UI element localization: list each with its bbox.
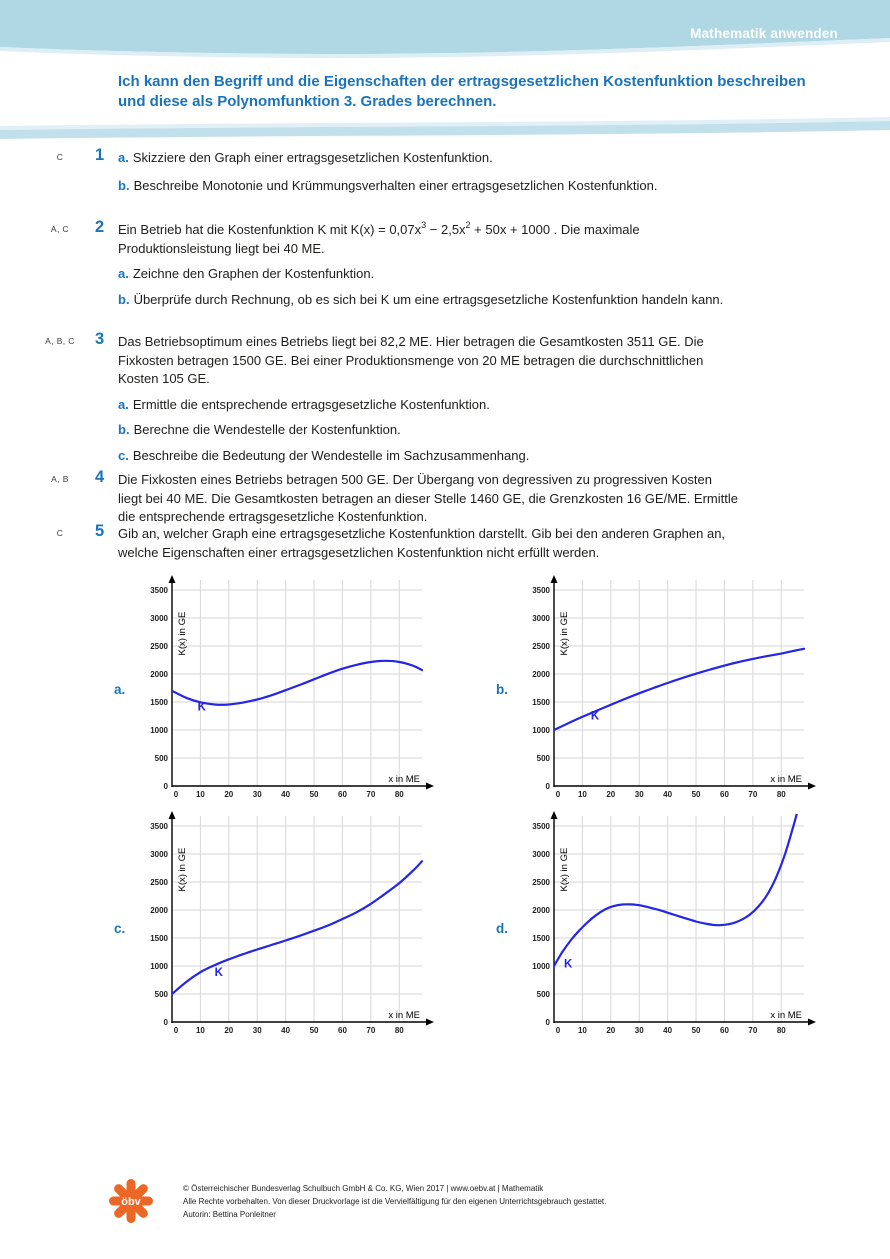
footer-line-copyright: © Österreichischer Bundesverlag Schulbuch GmbH & Co. KG, Wien 2017 | www.oebv.at | Mathematik [183, 1184, 544, 1193]
cost-function-chart-c [138, 810, 436, 1040]
formula-text: − 2,5x [426, 222, 466, 237]
footer-imprint [183, 1182, 606, 1222]
competency-tags: A, B, C [45, 336, 75, 346]
exercise-intro-line: die entsprechende ertragsgesetzliche Kostenfunktion. [118, 509, 428, 524]
formula-text: Ein Betrieb hat die Kostenfunktion K mit K(x) = 0,07x [118, 222, 422, 237]
svg-text:60: 60 [720, 790, 729, 799]
part-text: Zeichne den Graphen der Kostenfunktion. [132, 266, 375, 281]
svg-text:0: 0 [163, 1018, 168, 1027]
formula-text: + 50x + 1000 . Die maximale [470, 222, 640, 237]
part-text: Überprüfe durch Rechnung, ob es sich bei K um eine ertragsgesetzliche Kostenfunktion handeln kann. [133, 291, 724, 307]
svg-text:2500: 2500 [532, 878, 550, 887]
svg-text:0: 0 [555, 790, 561, 799]
exercise-intro-line: liegt bei 40 ME. Die Gesamtkosten betragen an dieser Stelle 1460 GE, die Grenzkosten 16 GE/ME. Ermittle [118, 490, 738, 506]
svg-text:x in ME: x in ME [388, 1010, 420, 1021]
part-text: Beschreibe die Bedeutung der Wendestelle im Sachzusammenhang. [132, 447, 530, 463]
exercise-intro-line [118, 221, 890, 240]
formula-exponent: 3 [421, 219, 427, 230]
svg-text:0: 0 [545, 782, 550, 791]
svg-text:0: 0 [545, 1018, 550, 1027]
exercise-intro-line: Kosten 105 GE. [118, 371, 210, 386]
cost-function-chart-b [520, 574, 818, 804]
svg-text:40: 40 [281, 1026, 291, 1035]
exercise-intro-line: Die Fixkosten eines Betriebs betragen 500 GE. Der Übergang von degressiven zu progressiven Kosten [118, 472, 712, 487]
competency-tags: A, B [51, 474, 69, 484]
svg-text:70: 70 [366, 790, 376, 799]
svg-text:2500: 2500 [150, 642, 168, 651]
svg-text:3000: 3000 [532, 850, 550, 859]
svg-text:30: 30 [634, 790, 644, 799]
svg-text:40: 40 [663, 1026, 673, 1035]
part-text: Skizziere den Graph einer ertragsgesetzlichen Kostenfunktion. [132, 150, 493, 165]
part-text: Berechne die Wendestelle der Kostenfunktion. [133, 422, 401, 437]
exercise-intro-line: Produktionsleistung liegt bei 40 ME. [118, 240, 325, 256]
svg-text:1000: 1000 [532, 962, 550, 971]
svg-text:K: K [214, 966, 223, 979]
exercise-3 [0, 330, 890, 465]
exercise-1 [0, 146, 890, 195]
svg-text:2500: 2500 [532, 642, 550, 651]
svg-text:30: 30 [634, 1026, 644, 1035]
svg-text:K: K [590, 710, 600, 723]
exercise-part [118, 149, 890, 168]
svg-text:60: 60 [720, 1026, 729, 1035]
exercise-intro-line: Fixkosten betragen 1500 GE. Bei einer Produktionsmenge von 20 ME betragen die durchschnittlichen [118, 352, 704, 368]
svg-text:K(x) in GE: K(x) in GE [559, 611, 570, 656]
svg-text:K(x) in GE: K(x) in GE [177, 847, 188, 892]
svg-text:0: 0 [173, 790, 179, 799]
svg-text:1000: 1000 [532, 726, 550, 735]
part-label: a. [118, 396, 129, 412]
svg-text:0: 0 [173, 1026, 179, 1035]
svg-text:20: 20 [606, 790, 616, 799]
svg-text:1500: 1500 [150, 698, 168, 707]
svg-text:x in ME: x in ME [388, 774, 420, 785]
svg-text:80: 80 [394, 1026, 404, 1035]
part-label: b. [118, 291, 130, 307]
svg-text:80: 80 [776, 790, 786, 799]
exercise-number: 1 [95, 146, 105, 164]
exercise-part [118, 265, 890, 284]
exercise-intro-line: Das Betriebsoptimum eines Betriebs liegt bei 82,2 ME. Hier betragen die Gesamtkosten 3511 GE. Die [118, 334, 704, 349]
svg-text:2000: 2000 [532, 906, 550, 915]
svg-text:50: 50 [691, 790, 701, 799]
competency-tags: A, C [50, 224, 70, 234]
svg-text:80: 80 [776, 1026, 786, 1035]
part-text: Beschreibe Monotonie und Krümmungsverhalten einer ertragsgesetzlichen Kostenfunktion. [133, 177, 658, 193]
exercise-part [118, 177, 890, 196]
exercise-4 [0, 468, 890, 527]
svg-text:50: 50 [691, 1026, 701, 1035]
svg-text:2000: 2000 [532, 670, 550, 679]
svg-text:1500: 1500 [532, 934, 550, 943]
svg-text:x in ME: x in ME [770, 774, 802, 785]
exercise-part [118, 396, 890, 415]
exercise-part [118, 421, 890, 440]
svg-text:500: 500 [536, 990, 550, 999]
svg-text:3000: 3000 [150, 614, 168, 623]
svg-text:x in ME: x in ME [770, 1010, 802, 1021]
svg-text:60: 60 [338, 1026, 347, 1035]
svg-text:500: 500 [536, 754, 550, 763]
page-title-line2: und diese als Polynomfunktion 3. Grades berechnen. [118, 92, 497, 110]
svg-text:30: 30 [252, 1026, 262, 1035]
svg-text:1000: 1000 [150, 726, 168, 735]
exercise-5 [0, 522, 890, 562]
svg-text:50: 50 [309, 1026, 319, 1035]
svg-text:2000: 2000 [150, 906, 168, 915]
svg-text:50: 50 [309, 790, 319, 799]
panel-label-c: c. [114, 921, 126, 936]
exercise-number: 2 [95, 218, 105, 236]
exercise-part [118, 447, 890, 466]
part-label: b. [118, 177, 130, 193]
part-label: a. [118, 150, 129, 165]
part-text: Ermittle die entsprechende ertragsgesetzliche Kostenfunktion. [132, 396, 490, 412]
panel-label-b: b. [496, 682, 508, 697]
panel-label-d: d. [496, 921, 508, 936]
svg-text:2000: 2000 [150, 670, 168, 679]
competency-tags: C [56, 152, 64, 162]
svg-text:500: 500 [154, 754, 168, 763]
svg-text:3000: 3000 [150, 850, 168, 859]
competency-tags: C [56, 528, 64, 538]
svg-text:70: 70 [366, 1026, 376, 1035]
svg-text:70: 70 [748, 1026, 758, 1035]
exercise-number: 4 [95, 468, 105, 486]
exercise-intro-line: Gib an, welcher Graph eine ertragsgesetzliche Kostenfunktion darstellt. Gib bei den anderen Graphen an, [118, 526, 726, 541]
svg-text:500: 500 [154, 990, 168, 999]
svg-text:3500: 3500 [532, 586, 550, 595]
svg-text:10: 10 [577, 1026, 587, 1035]
oebv-logo-text: öbv [121, 1196, 141, 1208]
footer-line-author: Autorin: Bettina Ponleitner [183, 1210, 276, 1220]
page-title [118, 72, 806, 111]
svg-text:20: 20 [606, 1026, 616, 1035]
svg-text:2500: 2500 [150, 878, 168, 887]
formula-exponent: 2 [465, 219, 471, 230]
page-title-line1: Ich kann den Begriff und die Eigenschaften der ertragsgesetzlichen Kostenfunktion beschreiben [118, 73, 806, 90]
part-label: a. [118, 266, 129, 281]
svg-text:1500: 1500 [150, 934, 168, 943]
svg-text:10: 10 [195, 1026, 205, 1035]
series-badge: Mathematik anwenden [690, 26, 838, 41]
svg-text:1500: 1500 [532, 698, 550, 707]
svg-text:60: 60 [338, 790, 347, 799]
cost-function-chart-a [138, 574, 436, 804]
svg-text:20: 20 [224, 1026, 234, 1035]
part-label: b. [118, 422, 130, 437]
svg-text:3500: 3500 [150, 822, 168, 831]
panel-label-a: a. [114, 682, 126, 697]
svg-text:30: 30 [252, 790, 262, 799]
svg-text:1000: 1000 [150, 962, 168, 971]
svg-text:10: 10 [577, 790, 587, 799]
exercise-intro-line: welche Eigenschaften einer ertragsgesetzlichen Kostenfunktion nicht erfüllt werden. [118, 544, 600, 560]
exercise-number: 3 [95, 330, 105, 348]
svg-text:0: 0 [555, 1026, 561, 1035]
cost-function-chart-d [520, 810, 818, 1040]
svg-text:3000: 3000 [532, 614, 550, 623]
svg-text:20: 20 [224, 790, 234, 799]
exercise-number: 5 [95, 522, 105, 540]
svg-text:K(x) in GE: K(x) in GE [559, 847, 570, 892]
svg-text:40: 40 [281, 790, 291, 799]
svg-text:10: 10 [195, 790, 205, 799]
oebv-logo [107, 1176, 155, 1226]
svg-text:3500: 3500 [150, 586, 168, 595]
svg-text:K: K [563, 958, 573, 971]
svg-text:3500: 3500 [532, 822, 550, 831]
svg-text:0: 0 [163, 782, 168, 791]
svg-text:K: K [197, 701, 206, 714]
footer-line-rights: Alle Rechte vorbehalten. Von dieser Druckvorlage ist die Vervielfältigung für den eigenen Unterrichtsgebrauch gestattet. [183, 1197, 607, 1207]
exercise-2 [0, 218, 890, 309]
svg-text:K(x) in GE: K(x) in GE [177, 611, 188, 656]
svg-text:80: 80 [394, 790, 404, 799]
svg-text:40: 40 [663, 790, 673, 799]
svg-text:70: 70 [748, 790, 758, 799]
exercise-part [118, 291, 890, 310]
part-label: c. [118, 447, 129, 463]
